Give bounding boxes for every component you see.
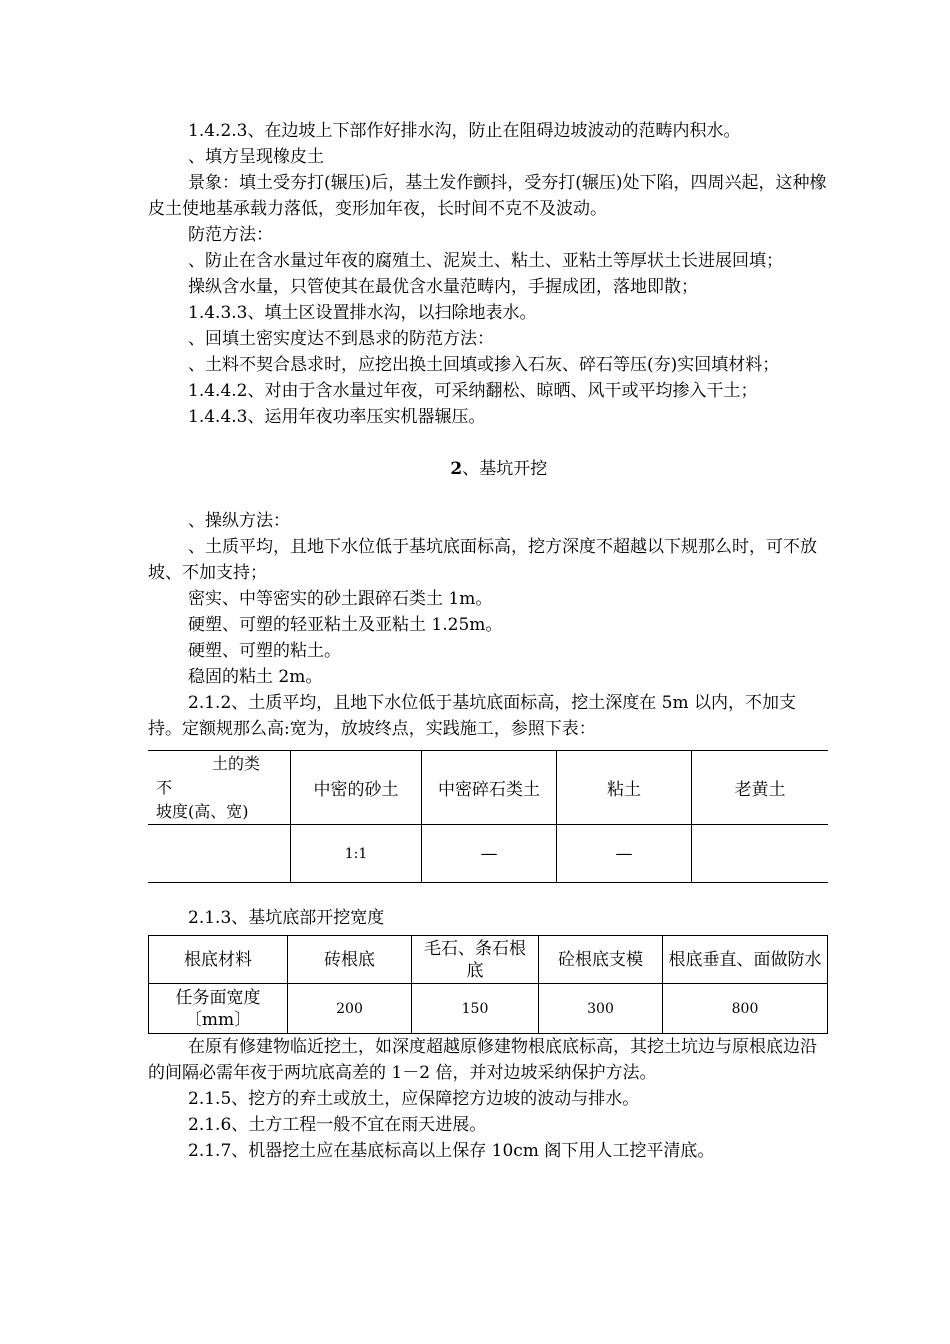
table-header-cell: 中密的砂土 xyxy=(291,751,422,825)
paragraphs-top xyxy=(148,118,828,430)
paragraph: 、回填土密实度达不到恳求的防范方法： xyxy=(188,329,494,349)
section-title: 、基坑开挖 xyxy=(462,459,548,479)
paragraph: 2.1.2、土质平均，且地下水位低于基坑底面标高，挖土深度在 5m 以内，不加支持。定额规那么高:宽为，放坡终点，实践施工，参照下表： xyxy=(148,693,796,739)
paragraph: 1.4.3.3、填土区设置排水沟，以扫除地表水。 xyxy=(188,303,537,323)
paragraph: 1.4.2.3、在边坡上下部作好排水沟，防止在阻碍边坡波动的范畴内积水。 xyxy=(188,121,741,141)
paragraph: 2.1.5、挖方的弃土或放土，应保障挖方边坡的波动与排水。 xyxy=(188,1089,640,1109)
table-cell: 300 xyxy=(539,984,663,1034)
section-number: 2 xyxy=(450,459,463,479)
paragraphs-bottom xyxy=(148,1034,828,1164)
table-row xyxy=(148,825,828,883)
paragraph: 硬塑、可塑的轻亚粘土及亚粘土 1.25m。 xyxy=(188,615,503,635)
paragraph: 在原有修建物临近挖土，如深度超越原修建物根底底标高，其挖土坑边与原根底边沿的间隔必需年夜于两坑底高差的 1－2 倍，并对边坡采纳保护方法。 xyxy=(148,1037,817,1083)
table-cell: 1:1 xyxy=(291,825,422,883)
paragraph: 1.4.4.2、对由于含水量过年夜，可采纳翻松、晾晒、风干或平均掺入干土； xyxy=(188,381,758,401)
table-cell xyxy=(692,825,829,883)
table-cell: — xyxy=(422,825,557,883)
paragraph: 2.1.7、机器挖土应在基底标高以上保存 10cm 阁下用人工挖平清底。 xyxy=(188,1141,715,1161)
table-cell: 200 xyxy=(288,984,412,1034)
table-row-label: 任务面宽度〔mm〕 xyxy=(149,984,288,1034)
excavation-width-table xyxy=(148,935,828,1034)
table-cell: — xyxy=(557,825,692,883)
paragraph: 防范方法： xyxy=(188,225,273,245)
paragraph: 硬塑、可塑的粘土。 xyxy=(188,641,341,661)
table-header-cell: 砼根底支模 xyxy=(539,936,663,984)
table-header-row xyxy=(149,936,828,984)
table-cell: 150 xyxy=(412,984,539,1034)
paragraph: 、土料不契合恳求时，应挖出换土回填或掺入石灰、碎石等压(夯)实回填材料； xyxy=(188,355,780,375)
table-cell xyxy=(148,825,291,883)
paragraph: 稳固的粘土 2m。 xyxy=(188,667,323,687)
table-cell: 800 xyxy=(663,984,828,1034)
table-header-row xyxy=(148,751,828,825)
paragraphs-mid xyxy=(148,508,828,742)
paragraph: 密实、中等密实的砂土跟碎石类土 1m。 xyxy=(188,589,493,609)
paragraph: 景象：填土受夯打(辗压)后，基土发作颤抖，受夯打(辗压)处下陷，四周兴起，这种橡皮土使地基承载力落低，变形加年夜，长时间不克不及波动。 xyxy=(148,173,827,219)
paragraph: 1.4.4.3、运用年夜功率压实机器辗压。 xyxy=(188,407,486,427)
section-heading xyxy=(148,430,828,508)
table-row xyxy=(149,984,828,1034)
table-header-cell: 中密碎石类土 xyxy=(422,751,557,825)
table-header-cell: 根底垂直、面做防水 xyxy=(663,936,828,984)
paragraph: 、防止在含水量过年夜的腐殖土、泥炭土、粘土、亚粘土等厚状土长进展回填； xyxy=(188,251,783,271)
paragraph: 、填方呈现橡皮土 xyxy=(188,147,324,167)
corner-label-mid: 不 xyxy=(156,777,173,797)
table-header-cell: 根底材料 xyxy=(149,936,288,984)
paragraph: 2.1.6、土方工程一般不宜在雨天进展。 xyxy=(188,1115,487,1135)
table-header-cell: 老黄土 xyxy=(692,751,829,825)
paragraph: 、操纵方法： xyxy=(188,511,290,531)
table-header-cell: 砖根底 xyxy=(288,936,412,984)
table-header-cell: 毛石、条石根底 xyxy=(412,936,539,984)
slope-table xyxy=(148,750,828,883)
corner-label-bottom: 坡度(高、宽) xyxy=(156,801,249,821)
paragraph: 操纵含水量，只管使其在最优含水量范畴内，手握成团，落地即散； xyxy=(188,277,698,297)
table-corner-cell xyxy=(148,751,291,825)
table-header-cell: 粘土 xyxy=(557,751,692,825)
table2-title: 2.1.3、基坑底部开挖宽度 xyxy=(188,908,385,928)
document-page xyxy=(148,118,828,1164)
corner-label-top: 土的类 xyxy=(212,753,261,773)
paragraph: 、土质平均，且地下水位低于基坑底面标高，挖方深度不超越以下规那么时，可不放坡、不加支持； xyxy=(148,537,817,583)
